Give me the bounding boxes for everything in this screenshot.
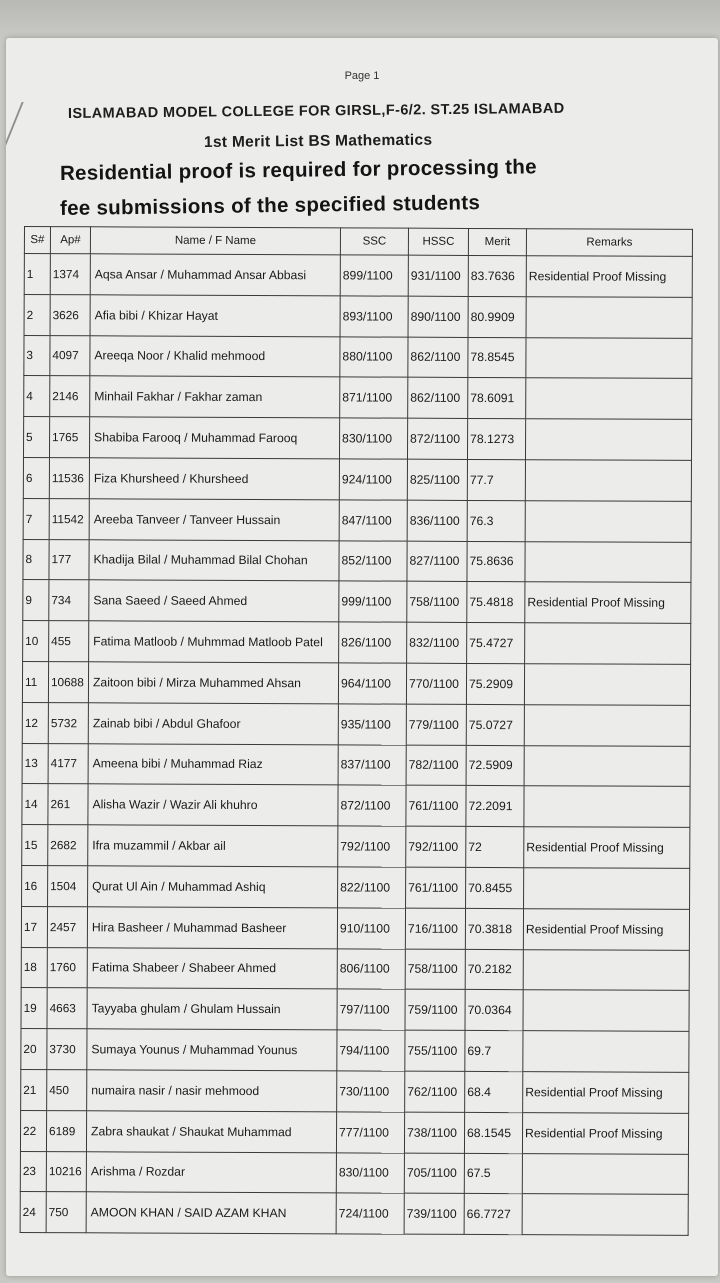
- header-sn: S#: [24, 227, 50, 254]
- cell-merit: 68.4: [465, 1071, 523, 1112]
- table-row: [21, 988, 689, 1032]
- cell-merit: 77.7: [467, 459, 525, 500]
- cell-merit: 75.4818: [467, 582, 525, 623]
- table-row: [20, 1192, 688, 1236]
- cell-hssc: 762/1100: [405, 1071, 465, 1112]
- cell-sn: 10: [23, 621, 49, 662]
- cell-name: Fiza Khursheed / Khursheed: [89, 458, 339, 500]
- cell-ssc: 880/1100: [340, 336, 408, 377]
- cell-name: Ifra muzammil / Akbar ail: [88, 825, 338, 867]
- cell-ap: 261: [48, 784, 88, 825]
- table-row: [24, 335, 692, 379]
- cell-ssc: 822/1100: [338, 867, 406, 908]
- cell-remarks: Residential Proof Missing: [526, 256, 692, 298]
- cell-name: Sumaya Younus / Muhammad Younus: [87, 1029, 337, 1071]
- cell-ap: 450: [47, 1070, 87, 1111]
- cell-ap: 10216: [46, 1151, 86, 1192]
- cell-remarks: [526, 378, 692, 420]
- cell-hssc: 792/1100: [406, 826, 466, 867]
- cell-hssc: 827/1100: [407, 541, 467, 582]
- cell-ap: 11536: [49, 458, 89, 499]
- notice-line-2: fee submissions of the specified students: [59, 191, 481, 220]
- cell-sn: 20: [21, 1029, 47, 1070]
- cell-ap: 734: [49, 580, 89, 621]
- cell-merit: 78.8545: [468, 337, 526, 378]
- cell-name: Aqsa Ansar / Muhammad Ansar Abbasi: [90, 254, 340, 296]
- cell-ssc: 999/1100: [339, 581, 407, 622]
- table-row: [23, 417, 691, 461]
- cell-name: Hira Basheer / Muhammad Basheer: [87, 907, 337, 949]
- cell-remarks: [524, 868, 690, 910]
- cell-ap: 455: [49, 621, 89, 662]
- cell-merit: 70.3818: [465, 908, 523, 949]
- cell-ssc: 964/1100: [338, 663, 406, 704]
- cell-sn: 18: [21, 947, 47, 988]
- cell-sn: 6: [23, 457, 49, 498]
- table-row: [22, 825, 690, 869]
- header-name: Name / F Name: [90, 227, 340, 255]
- cell-hssc: 761/1100: [406, 867, 466, 908]
- cell-remarks: [525, 460, 691, 502]
- cell-sn: 12: [22, 702, 48, 743]
- cell-merit: 72.5909: [466, 745, 524, 786]
- cell-sn: 2: [24, 294, 50, 335]
- cell-ap: 6189: [46, 1110, 86, 1151]
- header-hssc: HSSC: [408, 228, 468, 255]
- cell-ssc: 935/1100: [338, 704, 406, 745]
- cell-remarks: [524, 704, 690, 746]
- cell-merit: 70.8455: [466, 867, 524, 908]
- cell-ap: 1765: [49, 417, 89, 458]
- cell-merit: 75.0727: [466, 704, 524, 745]
- header-ssc: SSC: [340, 228, 408, 255]
- table-row: [21, 1069, 689, 1113]
- cell-merit: 72.2091: [466, 786, 524, 827]
- table-row: [22, 865, 690, 909]
- table-row: [21, 1029, 689, 1073]
- cell-remarks: [525, 419, 691, 461]
- cell-name: Alisha Wazir / Wazir Ali khuhro: [88, 784, 338, 826]
- cell-ssc: 826/1100: [339, 622, 407, 663]
- cell-sn: 21: [21, 1069, 47, 1110]
- cell-ssc: 847/1100: [339, 500, 407, 541]
- table-row: [20, 1110, 688, 1154]
- cell-sn: 7: [23, 498, 49, 539]
- table-row: [20, 1151, 688, 1195]
- table-row: [22, 784, 690, 828]
- table-row: [24, 254, 692, 298]
- cell-name: Minhail Fakhar / Fakhar zaman: [90, 376, 340, 418]
- cell-merit: 76.3: [467, 500, 525, 541]
- notice-line-1: Residential proof is required for processing the: [59, 155, 537, 185]
- cell-sn: 19: [21, 988, 47, 1029]
- cell-sn: 24: [20, 1192, 46, 1233]
- cell-remarks: [526, 296, 692, 338]
- table-body: [20, 254, 692, 1236]
- cell-remarks: [523, 949, 689, 991]
- cell-ssc: 871/1100: [340, 377, 408, 418]
- cell-name: Zaitoon bibi / Mirza Muhammed Ahsan: [88, 662, 338, 704]
- table-row: [23, 580, 691, 624]
- cell-remarks: [526, 337, 692, 379]
- cell-remarks: Residential Proof Missing: [522, 1112, 688, 1154]
- cell-name: Qurat Ul Ain / Muhammad Ashiq: [88, 866, 338, 908]
- cell-name: Zainab bibi / Abdul Ghafoor: [88, 703, 338, 745]
- cell-hssc: 862/1100: [408, 378, 468, 419]
- cell-remarks: [524, 745, 690, 787]
- cell-ap: 2682: [48, 825, 88, 866]
- cell-ap: 5732: [48, 702, 88, 743]
- table-row: [22, 743, 690, 787]
- cell-merit: 72: [466, 827, 524, 868]
- cell-merit: 69.7: [465, 1031, 523, 1072]
- cell-merit: 83.7636: [468, 255, 526, 296]
- cell-hssc: 739/1100: [404, 1193, 464, 1234]
- cell-ssc: 730/1100: [337, 1071, 405, 1112]
- merit-table: [20, 226, 693, 1236]
- cell-name: Sana Saeed / Saeed Ahmed: [89, 580, 339, 622]
- cell-remarks: Residential Proof Missing: [524, 827, 690, 869]
- cell-ap: 4097: [50, 335, 90, 376]
- table-row: [22, 661, 690, 705]
- cell-remarks: [522, 1194, 688, 1236]
- cell-remarks: [524, 786, 690, 828]
- table-row: [24, 294, 692, 338]
- background-shade: [0, 0, 720, 40]
- cell-hssc: 862/1100: [408, 337, 468, 378]
- cell-hssc: 716/1100: [405, 908, 465, 949]
- cell-name: Shabiba Farooq / Muhammad Farooq: [89, 417, 339, 459]
- cell-hssc: 782/1100: [406, 745, 466, 786]
- cell-hssc: 832/1100: [407, 622, 467, 663]
- cell-hssc: 890/1100: [408, 296, 468, 337]
- cell-ssc: 924/1100: [339, 459, 407, 500]
- cell-hssc: 759/1100: [405, 990, 465, 1031]
- table-row: [23, 457, 691, 501]
- cell-ssc: 837/1100: [338, 744, 406, 785]
- cell-ap: 2146: [50, 376, 90, 417]
- cell-remarks: [522, 1153, 688, 1195]
- cell-ap: 2457: [47, 906, 87, 947]
- cell-hssc: 758/1100: [405, 949, 465, 990]
- cell-sn: 11: [22, 661, 48, 702]
- cell-name: Fatima Matloob / Muhmmad Matloob Patel: [89, 621, 339, 663]
- cell-ssc: 910/1100: [337, 908, 405, 949]
- table-row: [22, 702, 690, 746]
- cell-ssc: 899/1100: [340, 255, 408, 296]
- cell-hssc: 872/1100: [407, 418, 467, 459]
- paper-sheet: [6, 38, 718, 1276]
- cell-ap: 1504: [48, 866, 88, 907]
- pen-mark: [6, 102, 46, 150]
- cell-name: Tayyaba ghulam / Ghulam Hussain: [87, 988, 337, 1030]
- cell-ssc: 792/1100: [338, 826, 406, 867]
- table-row: [23, 539, 691, 583]
- cell-name: Arishma / Rozdar: [86, 1151, 336, 1193]
- cell-ssc: 893/1100: [340, 296, 408, 337]
- page-number: Page 1: [344, 70, 380, 82]
- cell-ssc: 724/1100: [336, 1193, 404, 1234]
- header-remarks: Remarks: [526, 229, 692, 257]
- cell-remarks: [525, 541, 691, 583]
- cell-merit: 75.2909: [466, 663, 524, 704]
- cell-hssc: 779/1100: [406, 704, 466, 745]
- cell-sn: 5: [23, 417, 49, 458]
- cell-name: Areeba Tanveer / Tanveer Hussain: [89, 499, 339, 541]
- list-title: 1st Merit List BS Mathematics: [203, 131, 433, 151]
- cell-merit: 70.2182: [465, 949, 523, 990]
- cell-ap: 1760: [47, 947, 87, 988]
- cell-ssc: 806/1100: [337, 948, 405, 989]
- cell-ap: 4663: [47, 988, 87, 1029]
- cell-merit: 66.7727: [464, 1194, 522, 1235]
- cell-sn: 14: [22, 784, 48, 825]
- cell-hssc: 758/1100: [407, 582, 467, 623]
- cell-hssc: 705/1100: [404, 1153, 464, 1194]
- cell-hssc: 825/1100: [407, 459, 467, 500]
- cell-hssc: 931/1100: [408, 255, 468, 296]
- header-ap: Ap#: [50, 227, 90, 254]
- cell-name: AMOON KHAN / SAID AZAM KHAN: [86, 1192, 336, 1234]
- cell-sn: 23: [20, 1151, 46, 1192]
- cell-merit: 78.1273: [467, 419, 525, 460]
- cell-ssc: 830/1100: [339, 418, 407, 459]
- cell-name: Ameena bibi / Muhammad Riaz: [88, 743, 338, 785]
- cell-sn: 22: [20, 1110, 46, 1151]
- cell-name: Zabra shaukat / Shaukat Muhammad: [86, 1111, 336, 1153]
- college-title: ISLAMABAD MODEL COLLEGE FOR GIRSL,F-6/2. ST.25 ISLAMABAD: [67, 100, 565, 122]
- cell-sn: 13: [22, 743, 48, 784]
- cell-remarks: Residential Proof Missing: [523, 908, 689, 950]
- cell-merit: 70.0364: [465, 990, 523, 1031]
- cell-sn: 8: [23, 539, 49, 580]
- cell-remarks: Residential Proof Missing: [523, 1072, 689, 1114]
- cell-ssc: 872/1100: [338, 785, 406, 826]
- header-merit: Merit: [468, 228, 526, 255]
- cell-merit: 78.6091: [468, 378, 526, 419]
- cell-hssc: 738/1100: [404, 1112, 464, 1153]
- cell-remarks: [523, 1031, 689, 1073]
- cell-remarks: Residential Proof Missing: [525, 582, 691, 624]
- cell-sn: 9: [23, 580, 49, 621]
- cell-name: numaira nasir / nasir mehmood: [87, 1070, 337, 1112]
- cell-sn: 16: [22, 865, 48, 906]
- cell-sn: 1: [24, 254, 50, 295]
- cell-name: Fatima Shabeer / Shabeer Ahmed: [87, 947, 337, 989]
- cell-merit: 75.8636: [467, 541, 525, 582]
- cell-remarks: [525, 623, 691, 665]
- cell-remarks: [524, 664, 690, 706]
- cell-ssc: 777/1100: [336, 1112, 404, 1153]
- cell-merit: 67.5: [464, 1153, 522, 1194]
- cell-ssc: 794/1100: [337, 1030, 405, 1071]
- cell-name: Areeqa Noor / Khalid mehmood: [90, 335, 340, 377]
- cell-ap: 750: [46, 1192, 86, 1233]
- cell-sn: 15: [22, 825, 48, 866]
- cell-merit: 68.1545: [464, 1112, 522, 1153]
- cell-ap: 1374: [50, 254, 90, 295]
- cell-ap: 10688: [48, 662, 88, 703]
- cell-remarks: [523, 990, 689, 1032]
- table-row: [21, 947, 689, 991]
- table-header-row: [24, 227, 692, 257]
- table-row: [23, 498, 691, 542]
- cell-merit: 75.4727: [467, 623, 525, 664]
- cell-ap: 3730: [47, 1029, 87, 1070]
- cell-ssc: 830/1100: [336, 1152, 404, 1193]
- cell-hssc: 836/1100: [407, 500, 467, 541]
- table-row: [23, 621, 691, 665]
- cell-sn: 17: [21, 906, 47, 947]
- cell-remarks: [525, 500, 691, 542]
- cell-ssc: 797/1100: [337, 989, 405, 1030]
- cell-ap: 4177: [48, 743, 88, 784]
- cell-sn: 4: [24, 376, 50, 417]
- cell-ap: 11542: [49, 498, 89, 539]
- cell-ap: 3626: [50, 294, 90, 335]
- table-row: [21, 906, 689, 950]
- cell-merit: 80.9909: [468, 296, 526, 337]
- cell-name: Khadija Bilal / Muhammad Bilal Chohan: [89, 539, 339, 581]
- table-row: [24, 376, 692, 420]
- cell-ap: 177: [49, 539, 89, 580]
- cell-hssc: 761/1100: [406, 786, 466, 827]
- cell-sn: 3: [24, 335, 50, 376]
- cell-hssc: 755/1100: [405, 1030, 465, 1071]
- cell-name: Afia bibi / Khizar Hayat: [90, 295, 340, 337]
- cell-ssc: 852/1100: [339, 540, 407, 581]
- cell-hssc: 770/1100: [406, 663, 466, 704]
